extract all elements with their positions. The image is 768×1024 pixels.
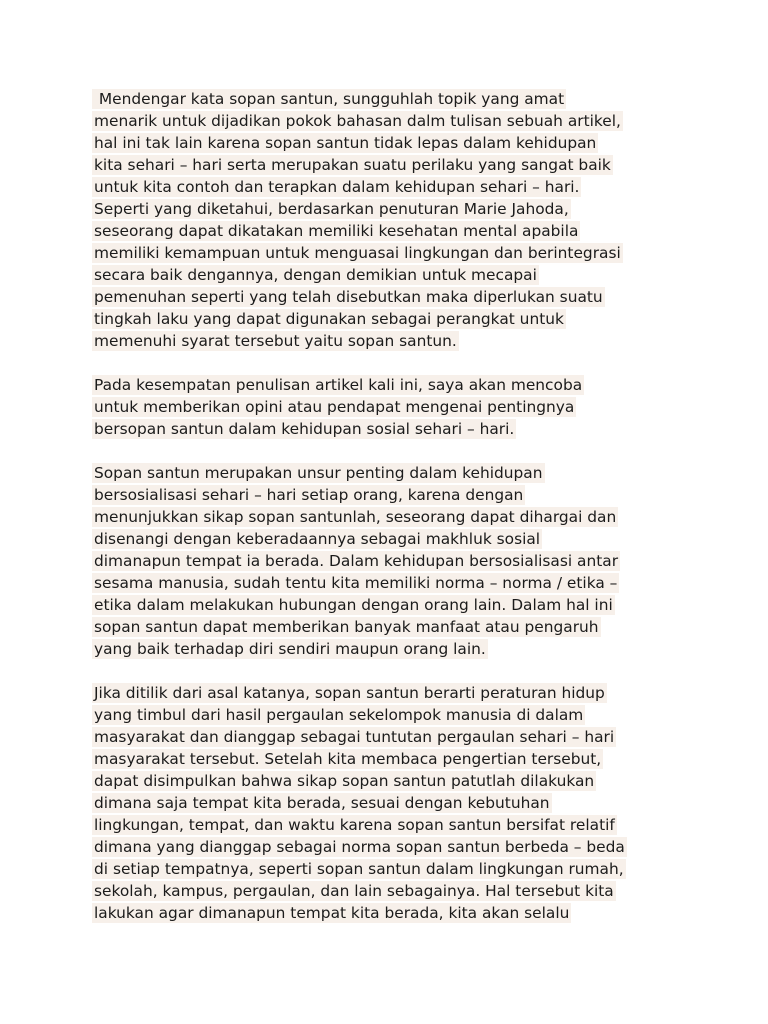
line-text: bersopan santun dalam kehidupan sosial sehari – hari. [94,420,515,438]
line-text: pemenuhan seperti yang telah disebutkan maka diperlukan suatu [94,288,603,306]
text-line [92,880,692,902]
line-text: di setiap tempatnya, seperti sopan santun dalam lingkungan rumah, [94,860,624,878]
text-line [92,902,692,924]
line-text: sesama manusia, sudah tentu kita memiliki norma – norma / etika – [94,574,618,592]
paragraph-4 [92,682,692,924]
line-text: disenangi dengan keberadaannya sebagai makhluk sosial [94,530,541,548]
line-text: Mendengar kata sopan santun, sungguhlah topik yang amat [94,90,565,108]
text-line [92,418,692,440]
text-line [92,286,692,308]
line-text: memiliki kemampuan untuk menguasai lingkungan dan berintegrasi [94,244,621,262]
line-text: kita sehari – hari serta merupakan suatu perilaku yang sangat baik [94,156,611,174]
text-line [92,682,692,704]
line-text: Pada kesempatan penulisan artikel kali ini, saya akan mencoba [94,376,583,394]
text-line [92,616,692,638]
line-text: masyarakat dan dianggap sebagai tuntutan pergaulan sehari – hari [94,728,615,746]
line-text: bersosialisasi sehari – hari setiap orang, karena dengan [94,486,524,504]
line-text: masyarakat tersebut. Setelah kita membaca pengertian tersebut, [94,750,602,768]
text-line [92,858,692,880]
text-line [92,726,692,748]
line-text: dimana saja tempat kita berada, sesuai dengan kebutuhan [94,794,550,812]
line-text: yang baik terhadap diri sendiri maupun orang lain. [94,640,486,658]
line-text: Jika ditilik dari asal katanya, sopan santun berarti peraturan hidup [94,684,605,702]
article-body [92,88,692,946]
text-line [92,704,692,726]
line-text: yang timbul dari hasil pergaulan sekelompok manusia di dalam [94,706,584,724]
line-text: lakukan agar dimanapun tempat kita berada, kita akan selalu [94,904,570,922]
text-line [92,176,692,198]
text-line [92,594,692,616]
text-line [92,506,692,528]
line-text: seseorang dapat dikatakan memiliki kesehatan mental apabila [94,222,579,240]
line-text: Seperti yang diketahui, berdasarkan penuturan Marie Jahoda, [94,200,569,218]
text-line [92,242,692,264]
line-text: lingkungan, tempat, dan waktu karena sopan santun bersifat relatif [94,816,615,834]
line-text: secara baik dengannya, dengan demikian untuk mecapai [94,266,537,284]
line-text: menunjukkan sikap sopan santunlah, seseorang dapat dihargai dan [94,508,617,526]
text-line [92,308,692,330]
line-text: untuk memberikan opini atau pendapat mengenai pentingnya [94,398,575,416]
text-line [92,792,692,814]
paragraph-3 [92,462,692,660]
text-line [92,748,692,770]
text-line [92,110,692,132]
line-text: untuk kita contoh dan terapkan dalam kehidupan sehari – hari. [94,178,580,196]
text-line [92,770,692,792]
text-line [92,814,692,836]
text-line [92,374,692,396]
line-text: Sopan santun merupakan unsur penting dalam kehidupan [94,464,543,482]
text-line [92,462,692,484]
line-text: dimana yang dianggap sebagai norma sopan santun berbeda – beda [94,838,625,856]
text-line [92,154,692,176]
text-line [92,264,692,286]
line-text: etika dalam melakukan hubungan dengan orang lain. Dalam hal ini [94,596,613,614]
text-line [92,484,692,506]
text-line [92,396,692,418]
text-line [92,572,692,594]
line-text: hal ini tak lain karena sopan santun tidak lepas dalam kehidupan [94,134,597,152]
text-line [92,88,692,110]
text-line [92,550,692,572]
text-line [92,198,692,220]
paragraph-2 [92,374,692,440]
line-text: tingkah laku yang dapat digunakan sebagai perangkat untuk [94,310,564,328]
paragraph-1 [92,88,692,352]
line-text: dimanapun tempat ia berada. Dalam kehidupan bersosialisasi antar [94,552,619,570]
text-line [92,330,692,352]
text-line [92,836,692,858]
line-text: menarik untuk dijadikan pokok bahasan dalm tulisan sebuah artikel, [94,112,621,130]
line-text: sopan santun dapat memberikan banyak manfaat atau pengaruh [94,618,599,636]
text-line [92,638,692,660]
line-text: sekolah, kampus, pergaulan, dan lain sebagainya. Hal tersebut kita [94,882,614,900]
line-text: dapat disimpulkan bahwa sikap sopan santun patutlah dilakukan [94,772,595,790]
text-line [92,528,692,550]
line-text: memenuhi syarat tersebut yaitu sopan santun. [94,332,457,350]
text-line [92,132,692,154]
text-line [92,220,692,242]
